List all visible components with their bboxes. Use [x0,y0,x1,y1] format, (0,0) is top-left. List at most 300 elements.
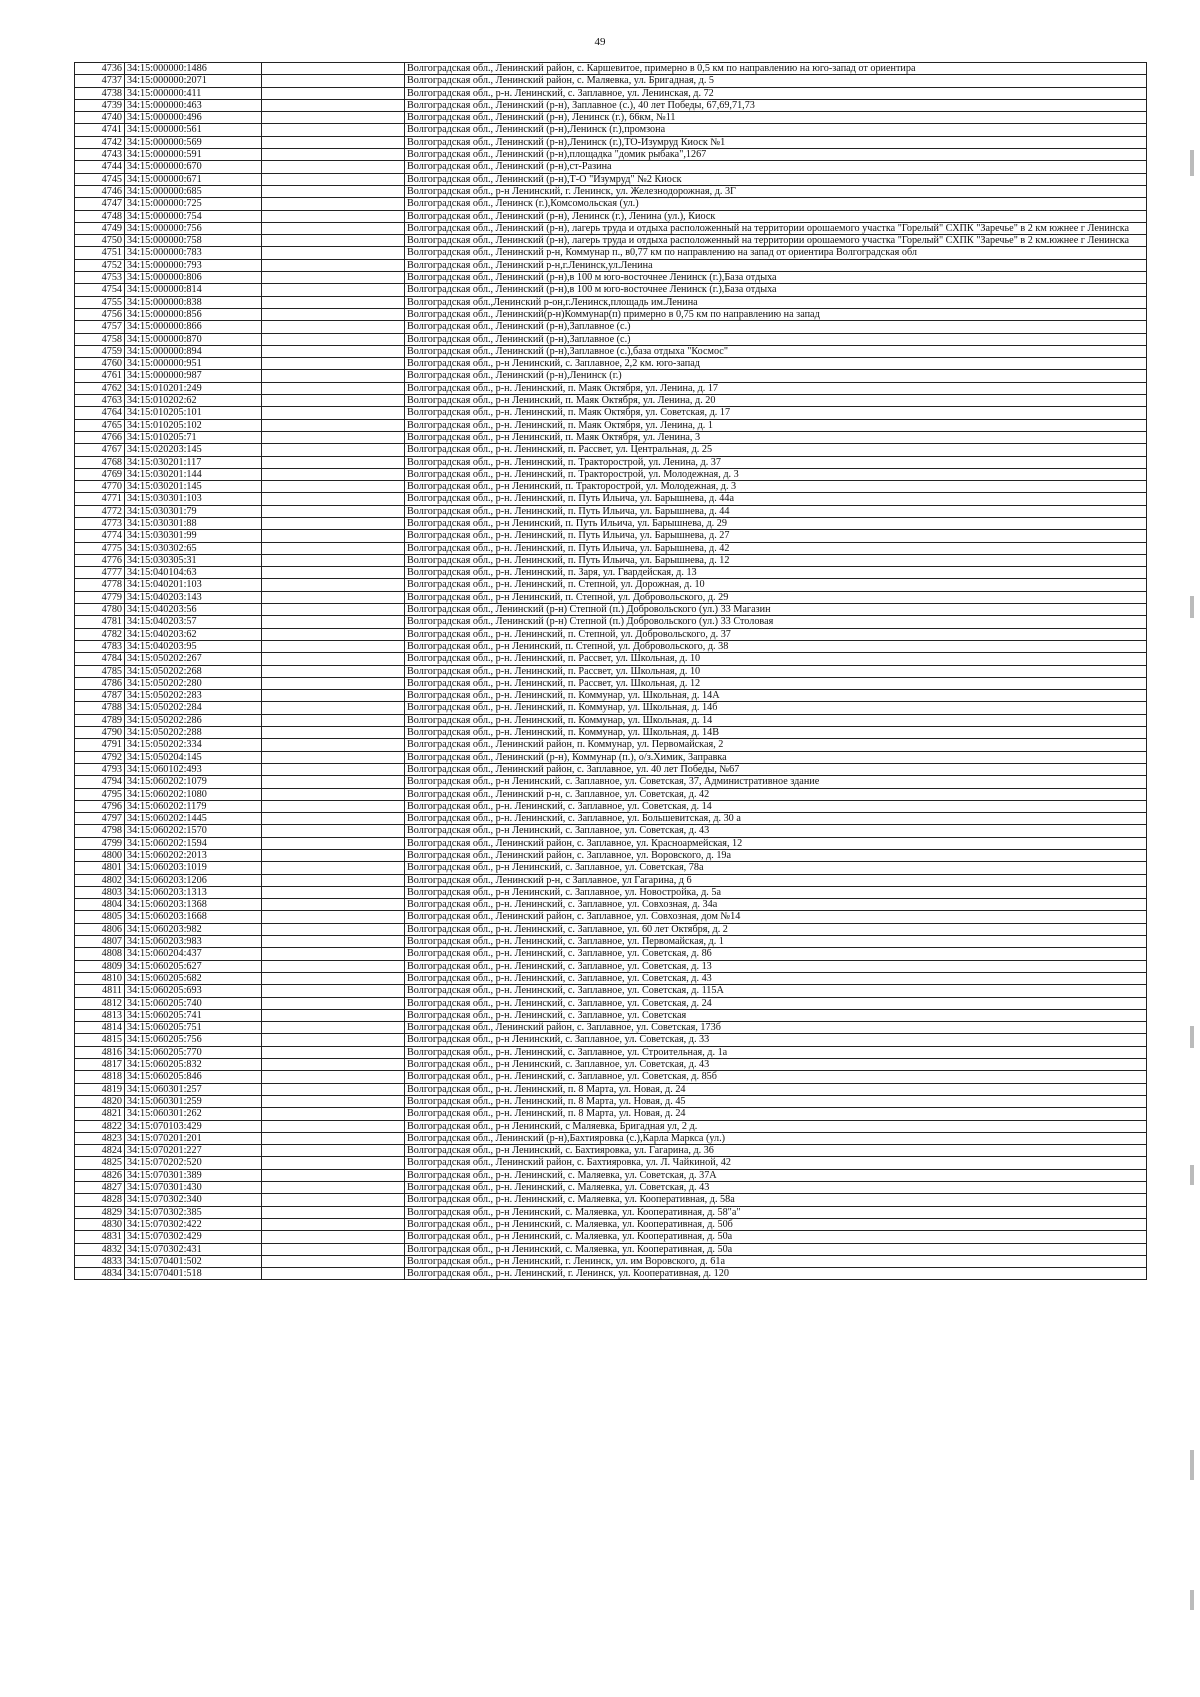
empty-cell [262,284,405,296]
cadastral-number-cell: 34:15:000000:561 [125,124,262,136]
row-number-cell: 4771 [75,493,125,505]
address-cell: Волгоградская обл., р-н. Ленинский, п. 8 Марта, ул. Новая, д. 24 [405,1108,1147,1120]
table-row [75,886,1147,898]
table-row [75,591,1147,603]
cadastral-number-cell: 34:15:070301:430 [125,1182,262,1194]
cadastral-number-cell: 34:15:070401:502 [125,1255,262,1267]
table-row [75,997,1147,1009]
row-number-cell: 4778 [75,579,125,591]
table-row [75,321,1147,333]
table-row [75,554,1147,566]
address-cell: Волгоградская обл., Ленинский (р-н),Ленинск (г.) [405,370,1147,382]
table-row [75,702,1147,714]
row-number-cell: 4815 [75,1034,125,1046]
table-row [75,874,1147,886]
address-cell: Волгоградская обл., Ленинский(р-н)Коммунар(п) примерно в 0,75 км по направлению на запад [405,308,1147,320]
page-number: 49 [594,36,606,48]
cadastral-number-cell: 34:15:050202:267 [125,653,262,665]
cadastral-number-cell: 34:15:060203:983 [125,936,262,948]
cadastral-number-cell: 34:15:050202:284 [125,702,262,714]
cadastral-number-cell: 34:15:010205:101 [125,407,262,419]
row-number-cell: 4795 [75,788,125,800]
row-number-cell: 4823 [75,1132,125,1144]
row-number-cell: 4832 [75,1243,125,1255]
table-row [75,407,1147,419]
cadastral-number-cell: 34:15:060202:1445 [125,813,262,825]
empty-cell [262,640,405,652]
address-cell: Волгоградская обл., р-н. Ленинский, с. Заплавное, ул. Большевитская, д. 30 а [405,813,1147,825]
cadastral-number-cell: 34:15:000000:670 [125,161,262,173]
row-number-cell: 4755 [75,296,125,308]
cadastral-number-cell: 34:15:040203:95 [125,640,262,652]
row-number-cell: 4763 [75,395,125,407]
empty-cell [262,886,405,898]
cadastral-number-cell: 34:15:040203:57 [125,616,262,628]
address-cell: Волгоградская обл., Ленинский район, с. Каршевитое, примерно в 0,5 км по направлению на юго-запад от ориентира [405,63,1147,75]
table-row [75,505,1147,517]
scan-artifact [1190,1590,1194,1610]
address-cell: Волгоградская обл., р-н. Ленинский, п. Маяк Октября, ул. Советская, д. 17 [405,407,1147,419]
row-number-cell: 4740 [75,112,125,124]
table-row [75,431,1147,443]
empty-cell [262,1034,405,1046]
empty-cell [262,1243,405,1255]
empty-cell [262,456,405,468]
cadastral-number-cell: 34:15:070302:385 [125,1206,262,1218]
row-number-cell: 4765 [75,419,125,431]
empty-cell [262,407,405,419]
address-cell: Волгоградская обл., р-н Ленинский, с. Заплавное, ул. Советская, д. 43 [405,1059,1147,1071]
row-number-cell: 4758 [75,333,125,345]
cadastral-number-cell: 34:15:050202:286 [125,714,262,726]
address-cell: Волгоградская обл., Ленинский (р-н) Степной (п.) Добровольского (ул.) 33 Столовая [405,616,1147,628]
empty-cell [262,788,405,800]
row-number-cell: 4745 [75,173,125,185]
table-row [75,1022,1147,1034]
empty-cell [262,677,405,689]
address-cell: Волгоградская обл., р-н. Ленинский, п. Маяк Октября, ул. Ленина, д. 17 [405,382,1147,394]
table-row [75,198,1147,210]
table-row [75,1059,1147,1071]
table-row [75,911,1147,923]
address-cell: Волгоградская обл., р-н. Ленинский, п. Путь Ильича, ул. Барышнева, д. 42 [405,542,1147,554]
table-row [75,259,1147,271]
empty-cell [262,1132,405,1144]
table-row [75,800,1147,812]
empty-cell [262,63,405,75]
row-number-cell: 4789 [75,714,125,726]
row-number-cell: 4798 [75,825,125,837]
empty-cell [262,149,405,161]
address-cell: Волгоградская обл., Ленинский (р-н), Заплавное (с.), 40 лет Победы, 67,69,71,73 [405,99,1147,111]
address-cell: Волгоградская обл., Ленинский (р-н), лагерь труда и отдыха расположенный на территории орошаемого участка "Горелый" СХПК "Заречье" в 2 км южнее г Ленинска [405,222,1147,234]
cadastral-number-cell: 34:15:060205:627 [125,960,262,972]
row-number-cell: 4741 [75,124,125,136]
row-number-cell: 4753 [75,272,125,284]
table-row [75,567,1147,579]
cadastral-number-cell: 34:15:050202:280 [125,677,262,689]
cadastral-number-cell: 34:15:000000:411 [125,87,262,99]
row-number-cell: 4803 [75,886,125,898]
cadastral-number-cell: 34:15:050202:283 [125,690,262,702]
table-row [75,727,1147,739]
empty-cell [262,604,405,616]
address-cell: Волгоградская обл., р-н Ленинский, с. Маляевка, ул. Кооперативная, д. 58"а" [405,1206,1147,1218]
row-number-cell: 4764 [75,407,125,419]
cadastral-number-cell: 34:15:040203:62 [125,628,262,640]
empty-cell [262,419,405,431]
row-number-cell: 4833 [75,1255,125,1267]
scan-artifact [1190,1165,1194,1185]
row-number-cell: 4825 [75,1157,125,1169]
empty-cell [262,493,405,505]
address-cell: Волгоградская обл., р-н. Ленинский, с. Маляевка, ул. Советская, д. 43 [405,1182,1147,1194]
row-number-cell: 4799 [75,837,125,849]
table-row [75,185,1147,197]
row-number-cell: 4776 [75,554,125,566]
empty-cell [262,370,405,382]
row-number-cell: 4820 [75,1095,125,1107]
row-number-cell: 4786 [75,677,125,689]
table-row [75,112,1147,124]
cadastral-number-cell: 34:15:060204:437 [125,948,262,960]
cadastral-number-cell: 34:15:000000:838 [125,296,262,308]
row-number-cell: 4829 [75,1206,125,1218]
address-cell: Волгоградская обл., р-н. Ленинский, с. Заплавное, ул. Советская, д. 14 [405,800,1147,812]
address-cell: Волгоградская обл., р-н Ленинский, с. Заплавное, ул. Советская, д. 33 [405,1034,1147,1046]
empty-cell [262,1120,405,1132]
address-cell: Волгоградская обл., Ленинский район, с. Заплавное, ул. Красноармейская, 12 [405,837,1147,849]
scan-artifact [1190,1026,1194,1048]
row-number-cell: 4785 [75,665,125,677]
table-row [75,1095,1147,1107]
cadastral-number-cell: 34:15:000000:725 [125,198,262,210]
row-number-cell: 4773 [75,517,125,529]
cadastral-number-cell: 34:15:040104:63 [125,567,262,579]
table-row [75,837,1147,849]
table-row [75,75,1147,87]
row-number-cell: 4754 [75,284,125,296]
empty-cell [262,690,405,702]
table-row [75,862,1147,874]
empty-cell [262,616,405,628]
cadastral-number-cell: 34:15:060205:740 [125,997,262,1009]
cadastral-number-cell: 34:15:030301:103 [125,493,262,505]
cadastral-number-cell: 34:15:060205:751 [125,1022,262,1034]
scan-artifact [1190,596,1194,618]
empty-cell [262,727,405,739]
address-cell: Волгоградская обл., р-н. Ленинский, с. Заплавное, ул. Советская, д. 115А [405,985,1147,997]
empty-cell [262,1095,405,1107]
cadastral-number-cell: 34:15:070301:389 [125,1169,262,1181]
row-number-cell: 4748 [75,210,125,222]
empty-cell [262,173,405,185]
table-row [75,850,1147,862]
cadastral-number-cell: 34:15:060203:1313 [125,886,262,898]
row-number-cell: 4813 [75,1009,125,1021]
row-number-cell: 4808 [75,948,125,960]
row-number-cell: 4743 [75,149,125,161]
cadastral-number-cell: 34:15:070401:518 [125,1268,262,1280]
row-number-cell: 4769 [75,468,125,480]
cadastral-number-cell: 34:15:050202:268 [125,665,262,677]
row-number-cell: 4816 [75,1046,125,1058]
empty-cell [262,345,405,357]
cadastral-number-cell: 34:15:010202:62 [125,395,262,407]
address-cell: Волгоградская обл., р-н. Ленинский, п. Степной, ул. Добровольского, д. 37 [405,628,1147,640]
table-row [75,1182,1147,1194]
row-number-cell: 4796 [75,800,125,812]
table-row [75,1255,1147,1267]
address-cell: Волгоградская обл., р-н. Ленинский, с. Заплавное, ул. Ленинская, д. 72 [405,87,1147,99]
empty-cell [262,936,405,948]
cadastral-number-cell: 34:15:060301:262 [125,1108,262,1120]
table-row [75,468,1147,480]
cadastral-number-cell: 34:15:060203:1668 [125,911,262,923]
empty-cell [262,99,405,111]
cadastral-number-cell: 34:15:040201:103 [125,579,262,591]
cadastral-number-cell: 34:15:000000:866 [125,321,262,333]
empty-cell [262,960,405,972]
address-cell: Волгоградская обл., Ленинский район, с. Заплавное, ул. 40 лет Победы, №67 [405,763,1147,775]
cadastral-number-cell: 34:15:050202:288 [125,727,262,739]
empty-cell [262,481,405,493]
row-number-cell: 4834 [75,1268,125,1280]
cadastral-number-cell: 34:15:000000:806 [125,272,262,284]
address-cell: Волгоградская обл., р-н. Ленинский, с. Заплавное, ул. Советская, д. 43 [405,972,1147,984]
address-cell: Волгоградская обл., р-н Ленинский, п. Путь Ильича, ул. Барышнева, д. 29 [405,517,1147,529]
address-cell: Волгоградская обл., р-н. Ленинский, п. Путь Ильича, ул. Барышнева, д. 27 [405,530,1147,542]
table-row [75,1231,1147,1243]
address-cell: Волгоградская обл., р-н Ленинский, с. Бахтияровка, ул. Гагарина, д. 36 [405,1145,1147,1157]
empty-cell [262,1206,405,1218]
address-cell: Волгоградская обл., р-н. Ленинский, п. Коммунар, ул. Школьная, д. 14б [405,702,1147,714]
cadastral-number-cell: 34:15:010205:71 [125,431,262,443]
table-row [75,63,1147,75]
address-cell: Волгоградская обл.,Ленинский р-он,г.Ленинск,площадь им.Ленина [405,296,1147,308]
empty-cell [262,776,405,788]
row-number-cell: 4746 [75,185,125,197]
address-cell: Волгоградская обл., р-н. Ленинский, п. Рассвет, ул. Школьная, д. 12 [405,677,1147,689]
empty-cell [262,1071,405,1083]
address-cell: Волгоградская обл., р-н. Ленинский, г. Ленинск, ул. Кооперативная, д. 120 [405,1268,1147,1280]
address-cell: Волгоградская обл., Ленинский (р-н),площадка "домик рыбака",1267 [405,149,1147,161]
table-row [75,936,1147,948]
table-row [75,161,1147,173]
table-row [75,1169,1147,1181]
table-row [75,1145,1147,1157]
cadastral-number-cell: 34:15:030201:145 [125,481,262,493]
row-number-cell: 4772 [75,505,125,517]
cadastral-number-cell: 34:15:000000:793 [125,259,262,271]
address-cell: Волгоградская обл., р-н. Ленинский, п. Степной, ул. Дорожная, д. 10 [405,579,1147,591]
empty-cell [262,395,405,407]
table-row [75,665,1147,677]
address-cell: Волгоградская обл., р-н Ленинский, г. Ленинск, ул. им Воровского, д. 61а [405,1255,1147,1267]
row-number-cell: 4739 [75,99,125,111]
table-row [75,616,1147,628]
cadastral-number-cell: 34:15:030302:65 [125,542,262,554]
address-cell: Волгоградская обл., р-н Ленинский, с. Заплавное, ул. Советская, 37, Административное здание [405,776,1147,788]
empty-cell [262,985,405,997]
empty-cell [262,1268,405,1280]
table-row [75,1268,1147,1280]
address-cell: Волгоградская обл., р-н. Ленинский, с. Заплавное, ул. Строительная, д. 1а [405,1046,1147,1058]
row-number-cell: 4759 [75,345,125,357]
empty-cell [262,825,405,837]
empty-cell [262,1182,405,1194]
empty-cell [262,653,405,665]
cadastral-number-cell: 34:15:060205:682 [125,972,262,984]
cadastral-number-cell: 34:15:060301:257 [125,1083,262,1095]
empty-cell [262,948,405,960]
row-number-cell: 4804 [75,899,125,911]
address-cell: Волгоградская обл., р-н Ленинский, с. Маляевка, ул. Кооперативная, д. 50а [405,1243,1147,1255]
address-cell: Волгоградская обл., р-н. Ленинский, п. Тракторострой, ул. Ленина, д. 37 [405,456,1147,468]
row-number-cell: 4830 [75,1218,125,1230]
cadastral-number-cell: 34:15:060202:1079 [125,776,262,788]
table-row [75,763,1147,775]
cadastral-number-cell: 34:15:040203:143 [125,591,262,603]
cadastral-number-cell: 34:15:000000:894 [125,345,262,357]
table-row [75,788,1147,800]
row-number-cell: 4780 [75,604,125,616]
address-cell: Волгоградская обл., р-н. Ленинский, п. Путь Ильича, ул. Барышнева, д. 44а [405,493,1147,505]
table-row [75,677,1147,689]
table-row [75,1132,1147,1144]
scan-artifact [1190,1450,1194,1480]
address-cell: Волгоградская обл., Ленинский р-н, с Заплавное, ул Гагарина, д 6 [405,874,1147,886]
empty-cell [262,1108,405,1120]
empty-cell [262,136,405,148]
address-cell: Волгоградская обл., р-н Ленинский, с. Маляевка, ул. Кооперативная, д. 50б [405,1218,1147,1230]
table-row [75,87,1147,99]
row-number-cell: 4788 [75,702,125,714]
address-cell: Волгоградская обл., Ленинский район, с. Маляевка, ул. Бригадная, д. 5 [405,75,1147,87]
address-cell: Волгоградская обл., р-н. Ленинский, п. 8 Марта, ул. Новая, д. 45 [405,1095,1147,1107]
cadastral-number-cell: 34:15:000000:671 [125,173,262,185]
address-cell: Волгоградская обл., р-н. Ленинский, с. Маляевка, ул. Советская, д. 37А [405,1169,1147,1181]
address-cell: Волгоградская обл., Ленинский район, с. Заплавное, ул. Советская, 173б [405,1022,1147,1034]
empty-cell [262,247,405,259]
address-cell: Волгоградская обл., р-н Ленинский, с Маляевка, Бригадная ул, 2 д. [405,1120,1147,1132]
empty-cell [262,1218,405,1230]
cadastral-number-cell: 34:15:000000:756 [125,222,262,234]
row-number-cell: 4819 [75,1083,125,1095]
table-row [75,542,1147,554]
cadastral-number-cell: 34:15:000000:783 [125,247,262,259]
address-cell: Волгоградская обл., Ленинский р-н, Коммунар п., в0,77 км по направлению на запад от ориентира Волгоградская обл [405,247,1147,259]
address-cell: Волгоградская обл., р-н Ленинский, с. Заплавное, ул. Советская, 78а [405,862,1147,874]
table-row [75,579,1147,591]
address-cell: Волгоградская обл., р-н. Ленинский, п. Коммунар, ул. Школьная, д. 14В [405,727,1147,739]
empty-cell [262,296,405,308]
row-number-cell: 4757 [75,321,125,333]
row-number-cell: 4766 [75,431,125,443]
empty-cell [262,382,405,394]
address-cell: Волгоградская обл., Ленинский (р-н), Ленинск (г.), Ленина (ул.), Киоск [405,210,1147,222]
row-number-cell: 4770 [75,481,125,493]
empty-cell [262,628,405,640]
empty-cell [262,198,405,210]
row-number-cell: 4791 [75,739,125,751]
row-number-cell: 4801 [75,862,125,874]
empty-cell [262,505,405,517]
table-row [75,296,1147,308]
row-number-cell: 4797 [75,813,125,825]
address-cell: Волгоградская обл., р-н Ленинский, п. Степной, ул. Добровольского, д. 38 [405,640,1147,652]
row-number-cell: 4744 [75,161,125,173]
row-number-cell: 4831 [75,1231,125,1243]
table-row [75,751,1147,763]
row-number-cell: 4827 [75,1182,125,1194]
cadastral-number-cell: 34:15:000000:870 [125,333,262,345]
address-cell: Волгоградская обл., р-н. Ленинский, п. Рассвет, ул. Школьная, д. 10 [405,653,1147,665]
cadastral-number-cell: 34:15:030301:99 [125,530,262,542]
address-cell: Волгоградская обл., р-н. Ленинский, с. Заплавное, ул. Первомайская, д. 1 [405,936,1147,948]
cadastral-number-cell: 34:15:060202:1570 [125,825,262,837]
empty-cell [262,972,405,984]
empty-cell [262,358,405,370]
row-number-cell: 4810 [75,972,125,984]
cadastral-number-cell: 34:15:060203:982 [125,923,262,935]
table-row [75,222,1147,234]
row-number-cell: 4751 [75,247,125,259]
row-number-cell: 4809 [75,960,125,972]
cadastral-number-cell: 34:15:070103:429 [125,1120,262,1132]
cadastral-number-cell: 34:15:060202:1179 [125,800,262,812]
address-cell: Волгоградская обл., Ленинский р-н,г.Ленинск,ул.Ленина [405,259,1147,271]
address-cell: Волгоградская обл., р-н. Ленинский, п. Тракторострой, ул. Молодежная, д. 3 [405,468,1147,480]
cadastral-number-cell: 34:15:070201:227 [125,1145,262,1157]
address-cell: Волгоградская обл., Ленинский (р-н),Ленинск (г.),ТО-Изумруд Киоск №1 [405,136,1147,148]
table-row [75,284,1147,296]
row-number-cell: 4761 [75,370,125,382]
address-cell: Волгоградская обл., Ленинский (р-н),ст-Разина [405,161,1147,173]
cadastral-number-cell: 34:15:060205:832 [125,1059,262,1071]
cadastral-number-cell: 34:15:060202:2013 [125,850,262,862]
cadastral-number-cell: 34:15:020203:145 [125,444,262,456]
table-row [75,972,1147,984]
cadastral-number-cell: 34:15:000000:591 [125,149,262,161]
empty-cell [262,431,405,443]
cadastral-number-cell: 34:15:040203:56 [125,604,262,616]
address-cell: Волгоградская обл., р-н. Ленинский, с. Заплавное, ул. Советская, д. 86 [405,948,1147,960]
row-number-cell: 4806 [75,923,125,935]
cadastral-number-cell: 34:15:000000:2071 [125,75,262,87]
table-row [75,517,1147,529]
cadastral-number-cell: 34:15:000000:754 [125,210,262,222]
address-cell: Волгоградская обл., р-н. Ленинский, с. Заплавное, ул. Советская, д. 13 [405,960,1147,972]
cadastral-number-cell: 34:15:070202:520 [125,1157,262,1169]
address-cell: Волгоградская обл., р-н Ленинский, с. Маляевка, ул. Кооперативная, д. 50а [405,1231,1147,1243]
row-number-cell: 4774 [75,530,125,542]
empty-cell [262,1046,405,1058]
table-row [75,235,1147,247]
table-row [75,1243,1147,1255]
cadastral-number-cell: 34:15:000000:569 [125,136,262,148]
empty-cell [262,1157,405,1169]
empty-cell [262,75,405,87]
cadastral-number-cell: 34:15:060202:1594 [125,837,262,849]
empty-cell [262,702,405,714]
empty-cell [262,272,405,284]
address-cell: Волгоградская обл., Ленинский район, п. Коммунар, ул. Первомайская, 2 [405,739,1147,751]
table-row [75,1034,1147,1046]
row-number-cell: 4817 [75,1059,125,1071]
row-number-cell: 4760 [75,358,125,370]
cadastral-number-cell: 34:15:070302:422 [125,1218,262,1230]
